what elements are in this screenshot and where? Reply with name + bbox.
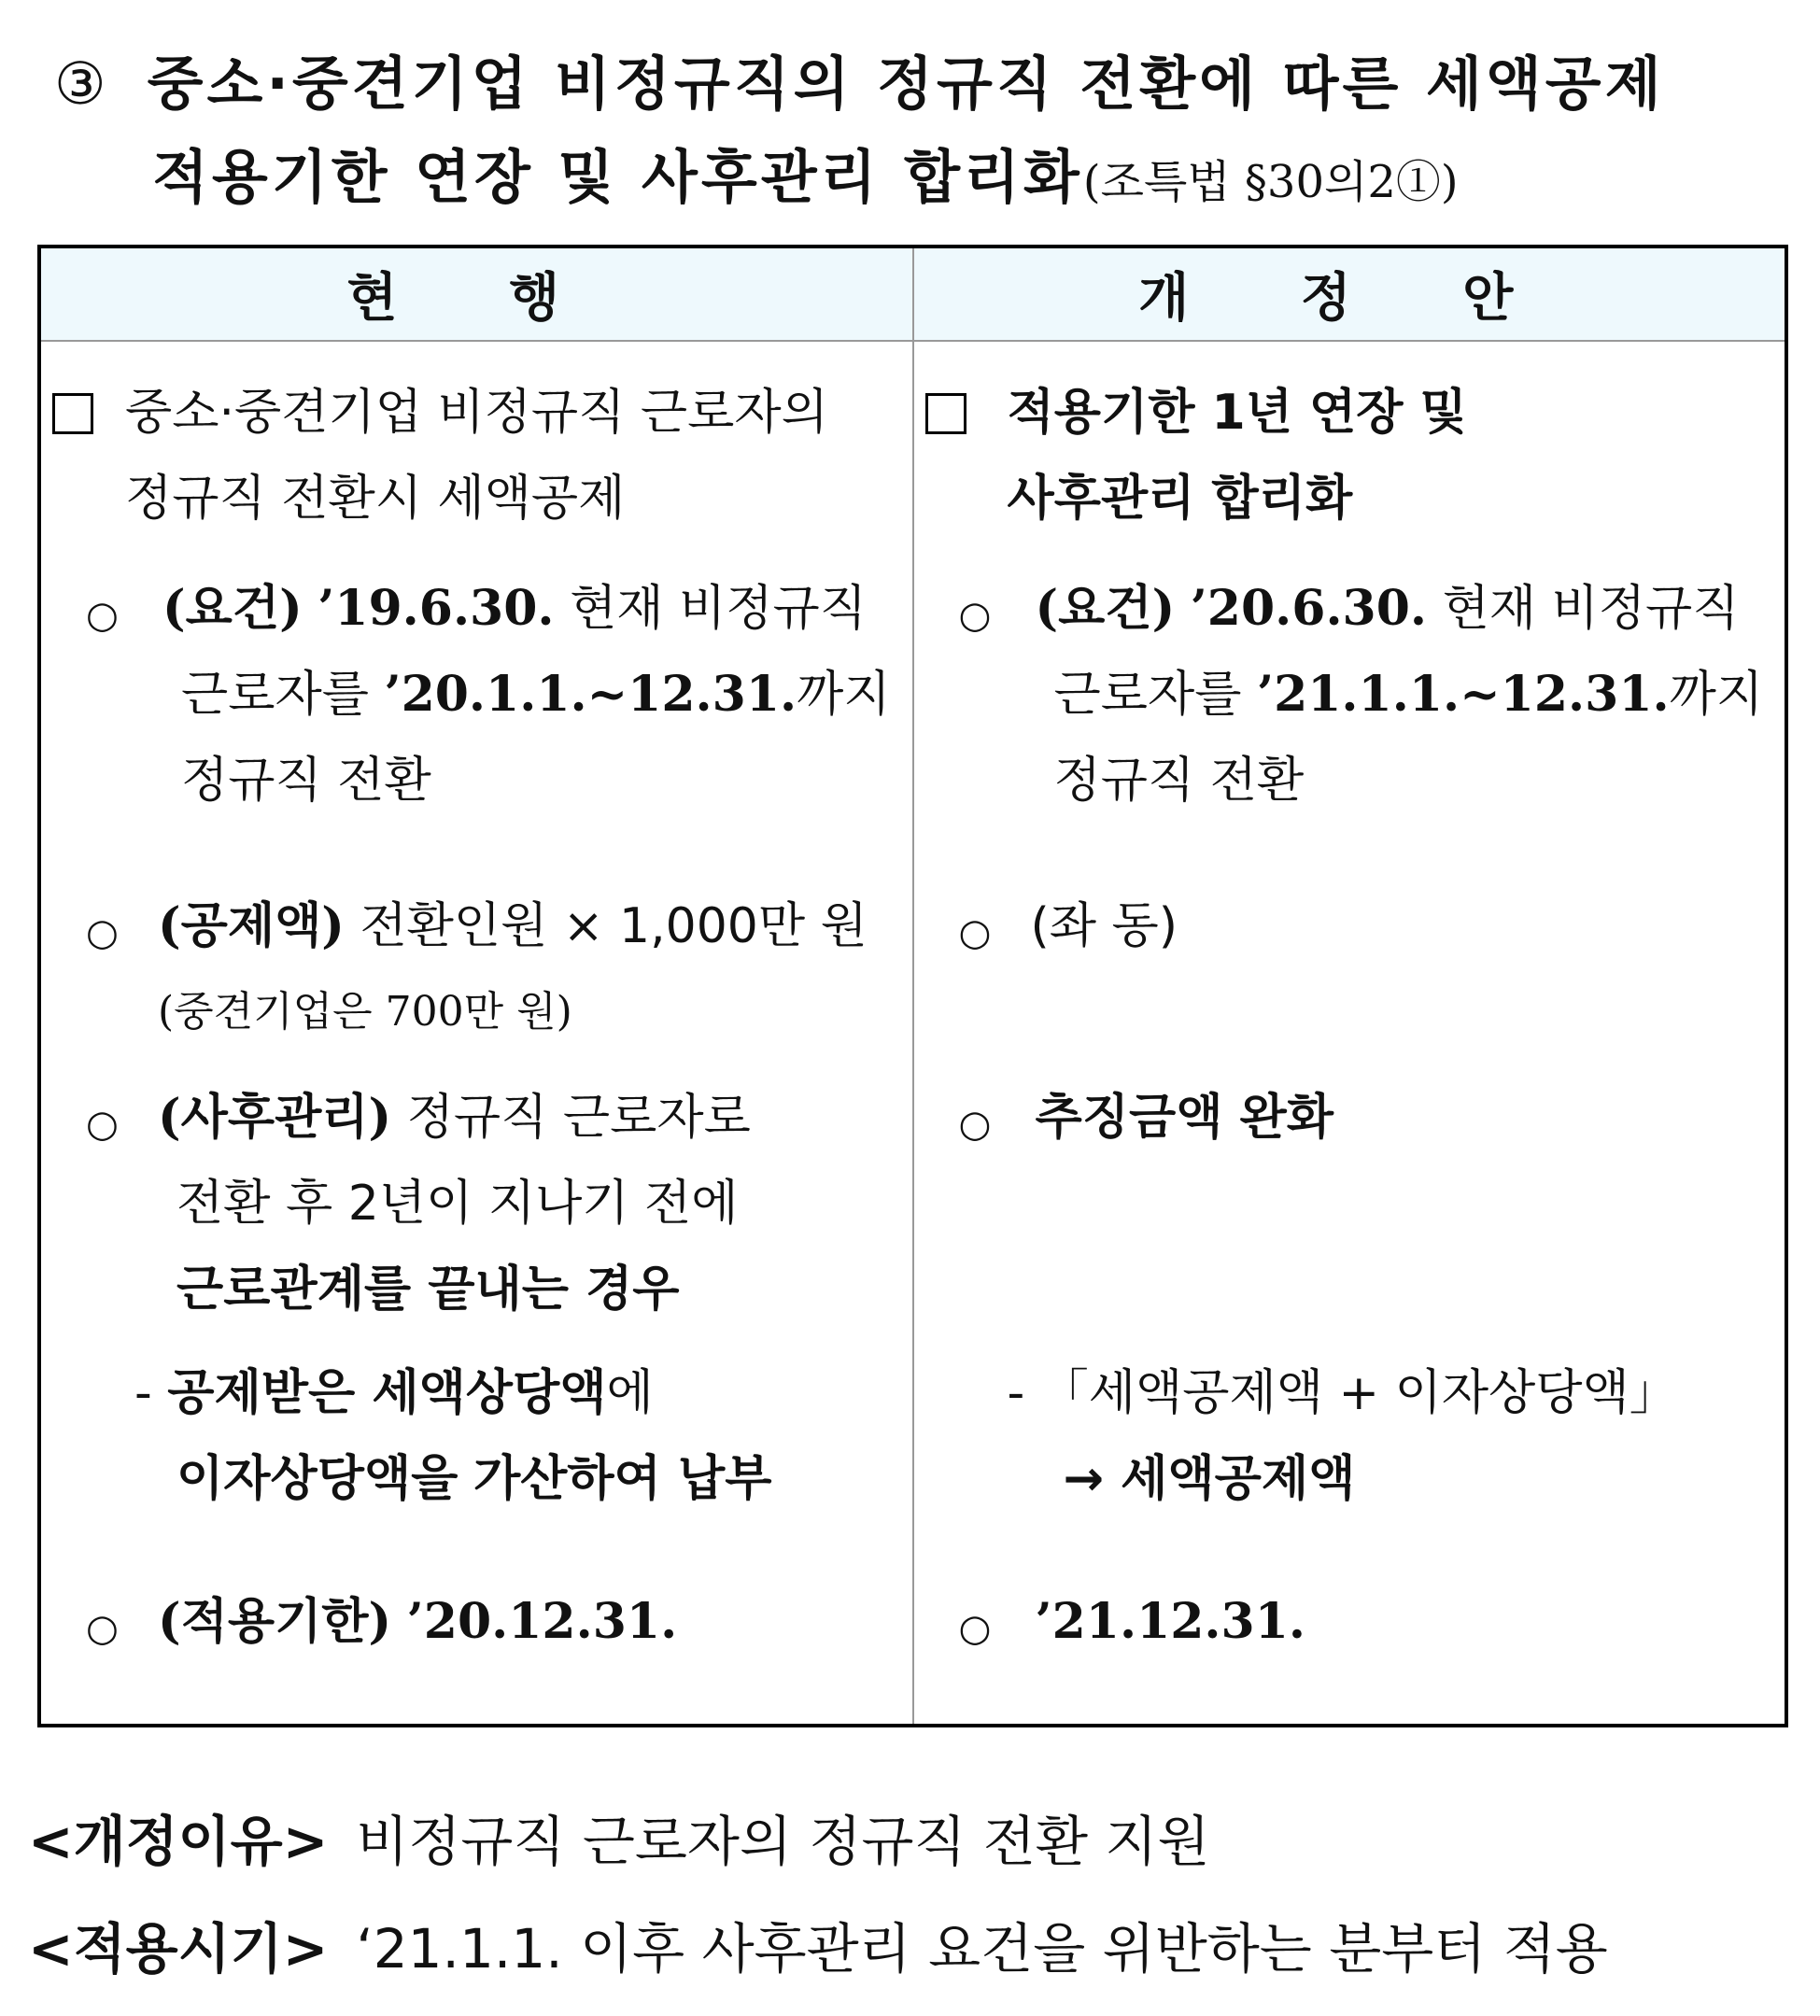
current-amt-label: (공제액): [158, 897, 345, 954]
checkbox-square-icon: [925, 393, 966, 434]
current-heading: [125, 370, 928, 542]
header-current: 현 행: [39, 247, 913, 341]
checkbox-square-icon: [52, 393, 93, 434]
comparison-table: [37, 245, 1788, 1727]
current-req-text-2a: 근로자를: [181, 667, 369, 723]
bullet-circle-icon: ○: [86, 1103, 119, 1146]
current-req-text-1: 현재 비정규직: [570, 581, 867, 637]
proposed-post-management: 추징금액 완화: [1035, 1090, 1333, 1146]
reason-label: <개정이유>: [28, 1810, 329, 1873]
bullet-circle-icon: ○: [958, 594, 992, 637]
current-heading-line-1: 중소·중견기업 비정규직 근로자의: [125, 385, 828, 441]
current-dash-line-2b: 가산하여 납부: [473, 1451, 772, 1507]
proposed-req-period: ’21.1.1.~12.31.: [1256, 666, 1670, 723]
bullet-circle-icon: ○: [958, 1607, 992, 1650]
bullet-circle-icon: ○: [86, 911, 119, 954]
current-dash-a: 공제받은 세액상당액: [167, 1365, 607, 1421]
bullet-circle-icon: ○: [958, 911, 992, 954]
current-req-period: ’20.1.1.~12.31.: [384, 666, 797, 723]
amendment-reason: [28, 1797, 1209, 1876]
proposed-req-text-1: 현재 비정규직: [1442, 581, 1740, 637]
proposed-req-text-2b: 까지: [1669, 667, 1764, 723]
header-proposed: 개 정 안: [913, 247, 1787, 341]
proposed-column: [913, 341, 1787, 1726]
proposed-amount: (좌 동): [1030, 898, 1178, 954]
current-column: [39, 341, 913, 1726]
title-line-1: [54, 37, 1665, 120]
law-reference: (조특법 §30의2①): [1082, 156, 1459, 208]
current-req-text-3: 정규직 전환: [181, 753, 431, 809]
proposed-dash-item: - 「세액공제액 + 이자상당액」 → 세액공제액: [1008, 1350, 1783, 1522]
title-text-2: 적용기한 연장 및 사후관리 합리화: [152, 143, 1083, 211]
title-text-1: 중소·중견기업 비정규직의 정규직 전환에 따른 세액공제: [147, 49, 1665, 118]
current-deadline-date: ’20.12.31.: [406, 1593, 678, 1650]
current-amt-note: (중견기업은 700만 원): [158, 988, 572, 1036]
bullet-circle-icon: ○: [958, 1103, 992, 1146]
proposed-requirement: [1036, 566, 1801, 824]
current-requirement: [162, 566, 938, 824]
proposed-heading-line-2: 사후관리 합리화: [1007, 471, 1353, 527]
application-timing: [28, 1905, 1608, 1983]
bullet-circle-icon: ○: [86, 1607, 119, 1650]
proposed-dash-line-1: 「세액공제액 + 이자상당액」: [1039, 1365, 1678, 1421]
timing-label: <적용시기>: [28, 1917, 329, 1981]
current-post-text-1: 정규직 근로자로: [406, 1090, 751, 1146]
current-dash-line-2a: 이자상당액을: [176, 1451, 459, 1507]
current-heading-line-2: 정규직 전환시 세액공제: [125, 471, 626, 527]
proposed-req-date: ’20.6.30.: [1190, 580, 1428, 637]
proposed-heading: [1008, 370, 1773, 542]
current-amount: [158, 883, 942, 1055]
reason-text: 비정규직 근로자의 정규직 전환 지원: [356, 1810, 1210, 1873]
current-dash-item: - 공제받은 세액상당액에 이자상당액을 가산하여 납부: [134, 1365, 772, 1507]
current-req-text-2b: 까지: [797, 667, 891, 723]
timing-text: ‘21.1.1. 이후 사후관리 요건을 위반하는 분부터 적용: [356, 1917, 1608, 1981]
proposed-req-text-2a: 근로자를: [1053, 667, 1242, 723]
bullet-circle-icon: ○: [86, 594, 119, 637]
current-post-text-2: 전환 후 2년이 지나기 전에: [176, 1176, 739, 1232]
current-dash-b: 에: [606, 1365, 654, 1421]
title-line-2: [152, 131, 1459, 214]
current-post-management: [158, 1075, 942, 1332]
proposed-dash-line-2: → 세액공제액: [1063, 1451, 1356, 1507]
proposed-req-label: (요건): [1035, 580, 1176, 637]
current-req-date: ’19.6.30.: [317, 580, 555, 637]
current-deadline: [158, 1579, 942, 1665]
proposed-deadline: ’21.12.31.: [1035, 1593, 1306, 1650]
current-deadline-label: (적용기한): [158, 1593, 392, 1650]
proposed-req-text-3: 정규직 전환: [1053, 753, 1305, 809]
current-req-label: (요건): [162, 580, 303, 637]
current-post-text-3: 근로관계를 끝내는 경우: [176, 1262, 680, 1318]
current-post-label: (사후관리): [158, 1089, 392, 1146]
current-amt-text: 전환인원 × 1,000만 원: [360, 898, 868, 954]
title-marker: ③: [54, 49, 110, 118]
proposed-heading-line-1: 적용기한 1년 연장 및: [1007, 385, 1467, 441]
